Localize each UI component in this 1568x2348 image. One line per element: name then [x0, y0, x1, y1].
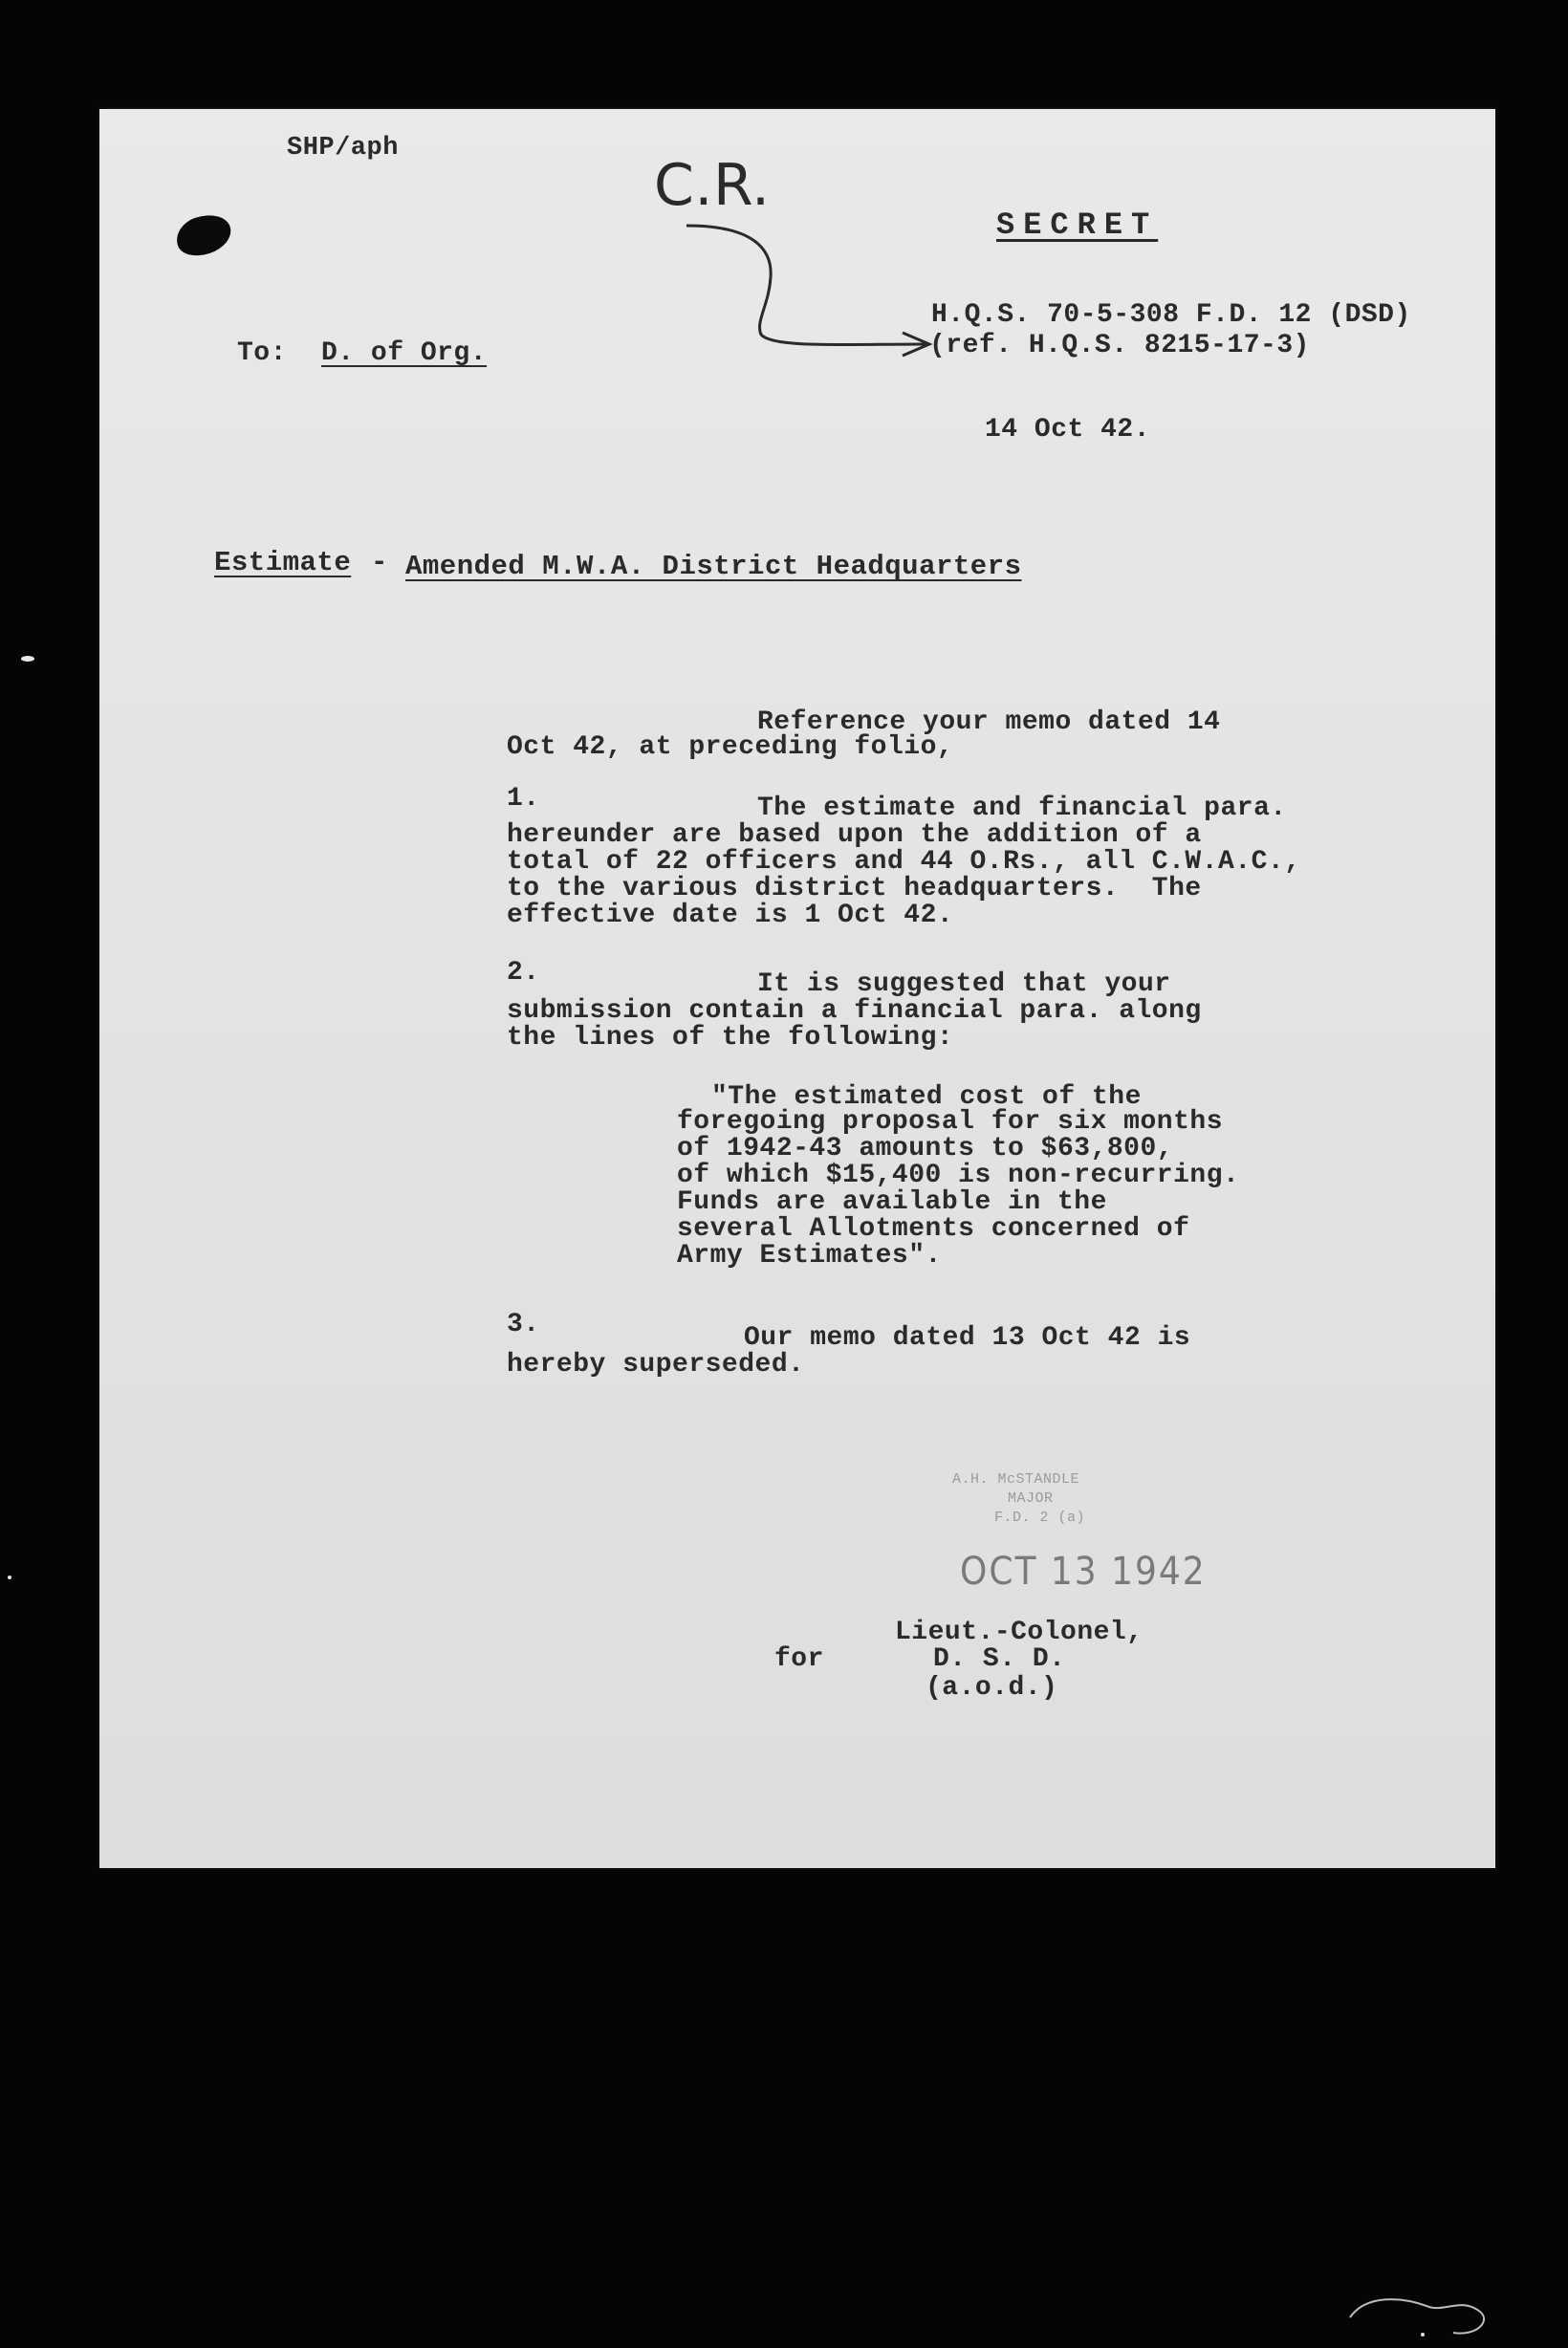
quote-line-2: foregoing proposal for six months — [677, 1107, 1223, 1137]
para-2-line-2: submission contain a financial para. along — [507, 996, 1202, 1026]
signatory-office-sub: (a.o.d.) — [926, 1673, 1058, 1703]
date-stamp: OCT 13 1942 — [960, 1550, 1207, 1594]
para-1-line-1: The estimate and financial para. — [757, 794, 1287, 823]
para-1-line-2: hereunder are based upon the addition of a — [507, 820, 1202, 850]
classification-marking: SECRET — [996, 207, 1159, 243]
para-1-number: 1. — [507, 784, 540, 814]
intro-line-1: Reference your memo dated 14 — [757, 707, 1221, 737]
handwritten-note: C.R. — [654, 152, 771, 219]
subject-dash: - — [371, 547, 388, 578]
typist-initials: SHP/aph — [287, 134, 399, 163]
subject-title: Amended M.W.A. District Headquarters — [405, 551, 1022, 582]
quote-line-4: of which $15,400 is non-recurring. — [677, 1161, 1240, 1190]
to-label: To: — [237, 338, 287, 368]
quote-line-7: Army Estimates". — [677, 1241, 942, 1271]
para-2-line-1: It is suggested that your — [757, 969, 1171, 999]
para-3-line-2: hereby superseded. — [507, 1350, 805, 1380]
signatory-office: D. S. D. — [933, 1644, 1066, 1674]
para-3-line-1: Our memo dated 13 Oct 42 is — [744, 1323, 1191, 1353]
intro-line-2: Oct 42, at preceding folio, — [507, 732, 954, 762]
para-2-number: 2. — [507, 958, 540, 988]
para-1-line-5: effective date is 1 Oct 42. — [507, 901, 954, 930]
to-recipient: D. of Org. — [321, 338, 488, 368]
officer-stamp-rank: MAJOR — [1008, 1490, 1054, 1507]
para-1-line-4: to the various district headquarters. The — [507, 874, 1202, 903]
para-3-number: 3. — [507, 1310, 540, 1339]
quote-line-6: several Allotments concerned of — [677, 1214, 1190, 1244]
quote-line-3: of 1942-43 amounts to $63,800, — [677, 1134, 1174, 1163]
cross-reference: (ref. H.Q.S. 8215-17-3) — [929, 331, 1310, 360]
para-2-line-3: the lines of the following: — [507, 1023, 954, 1053]
for-label: for — [774, 1644, 824, 1674]
para-1-line-3: total of 22 officers and 44 O.Rs., all C.W.A.C., — [507, 847, 1301, 877]
quote-line-1: "The estimated cost of the — [711, 1082, 1142, 1112]
file-reference: H.Q.S. 70-5-308 F.D. 12 (DSD) — [931, 300, 1411, 330]
subject-prefix: Estimate — [214, 547, 352, 578]
officer-stamp-name: A.H. McSTANDLE — [952, 1471, 1080, 1488]
memo-date: 14 Oct 42. — [985, 415, 1151, 445]
signatory-rank: Lieut.-Colonel, — [895, 1618, 1143, 1647]
officer-stamp-office: F.D. 2 (a) — [994, 1510, 1086, 1526]
quote-line-5: Funds are available in the — [677, 1187, 1107, 1217]
